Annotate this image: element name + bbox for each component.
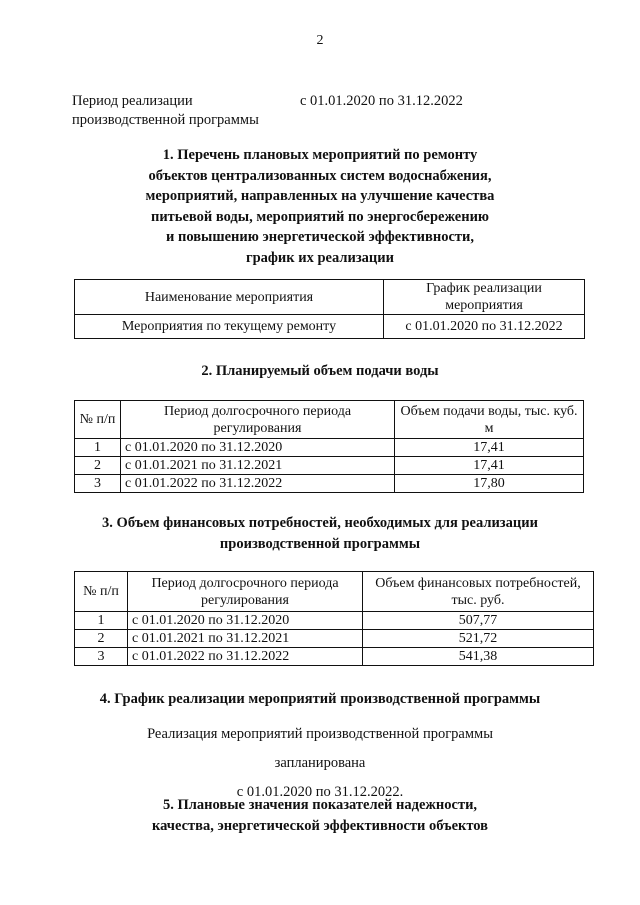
section1-heading-line: и повышению энергетической эффективности, xyxy=(166,229,474,245)
table-cell: 521,72 xyxy=(363,630,594,648)
page-number: 2 xyxy=(316,33,324,48)
section4-text-line2: с 01.01.2020 по 31.12.2022. xyxy=(236,784,404,800)
table-header-row xyxy=(75,572,594,612)
section1-heading-line: график их реализации xyxy=(245,249,394,266)
header-cell: № п/п xyxy=(75,401,121,439)
section1-heading-line: мероприятий, направленных на улучшение качества xyxy=(145,188,495,204)
table-cell: с 01.01.2020 по 31.12.2020 xyxy=(128,612,363,630)
header-cell: Период долгосрочного периода регулирования xyxy=(121,401,395,439)
section3-heading xyxy=(40,513,600,554)
table-cell: 507,77 xyxy=(363,612,594,630)
section1-table xyxy=(74,279,585,339)
section2-heading: 2. Планируемый объем подачи воды xyxy=(201,363,439,379)
section5-heading-line: 5. Плановые значения показателей надежности, xyxy=(162,797,478,813)
table-row xyxy=(75,457,584,475)
table-cell: 17,80 xyxy=(395,475,584,493)
table-cell: с 01.01.2021 по 31.12.2021 xyxy=(121,457,395,475)
header-cell: Период долгосрочного периода регулирования xyxy=(128,572,363,612)
header-cell: Объем подачи воды, тыс. куб. м xyxy=(395,401,584,439)
header-cell: Объем финансовых потребностей, тыс. руб. xyxy=(363,572,594,612)
table-cell: с 01.01.2022 по 31.12.2022 xyxy=(121,475,395,493)
table-cell: с 01.01.2022 по 31.12.2022 xyxy=(128,648,363,666)
section4-text-line1: Реализация мероприятий производственной программы запланирована xyxy=(147,726,493,771)
table-cell: 17,41 xyxy=(395,439,584,457)
table-row xyxy=(75,630,594,648)
table-cell: с 01.01.2020 по 31.12.2020 xyxy=(121,439,395,457)
table-cell: 1 xyxy=(75,612,128,630)
table-cell: с 01.01.2020 по 31.12.2022 xyxy=(384,315,585,339)
section4-heading: 4. График реализации мероприятий производственной программы xyxy=(99,691,541,707)
section4-text xyxy=(100,720,540,807)
period-label-line2: производственной программы xyxy=(72,112,259,128)
section3-heading-line: производственной программы xyxy=(219,535,421,552)
table-row xyxy=(75,315,585,339)
period-value: с 01.01.2020 по 31.12.2022 xyxy=(300,93,463,109)
table-row xyxy=(75,612,594,630)
table-cell: 2 xyxy=(75,457,121,475)
section1-heading-line: питьевой воды, мероприятий по энергосбережению xyxy=(150,208,490,225)
table-header-row xyxy=(75,401,584,439)
table-cell: 3 xyxy=(75,475,121,493)
section5-heading xyxy=(40,795,600,836)
table-row xyxy=(75,439,584,457)
header-cell: Наименование мероприятия xyxy=(75,280,384,315)
period-label xyxy=(72,92,259,130)
section1-heading-line: 1. Перечень плановых мероприятий по ремонту xyxy=(162,147,478,163)
table-cell: 2 xyxy=(75,630,128,648)
section1-heading xyxy=(60,145,580,268)
header-cell: График реализации мероприятия xyxy=(384,280,585,315)
section2-table xyxy=(74,400,584,493)
table-header-row xyxy=(75,280,585,315)
table-row xyxy=(75,648,594,666)
header-cell: № п/п xyxy=(75,572,128,612)
period-label-line1: Период реализации xyxy=(72,93,193,109)
table-cell: 541,38 xyxy=(363,648,594,666)
table-cell: 1 xyxy=(75,439,121,457)
section5-heading-line: качества, энергетической эффективности объектов xyxy=(151,817,489,834)
section1-heading-line: объектов централизованных систем водоснабжения, xyxy=(148,167,492,184)
table-cell: 17,41 xyxy=(395,457,584,475)
table-cell: Мероприятия по текущему ремонту xyxy=(75,315,384,339)
table-cell: 3 xyxy=(75,648,128,666)
table-row xyxy=(75,475,584,493)
section3-table xyxy=(74,571,594,666)
section3-heading-line: 3. Объем финансовых потребностей, необходимых для реализации xyxy=(102,515,538,531)
table-cell: с 01.01.2021 по 31.12.2021 xyxy=(128,630,363,648)
